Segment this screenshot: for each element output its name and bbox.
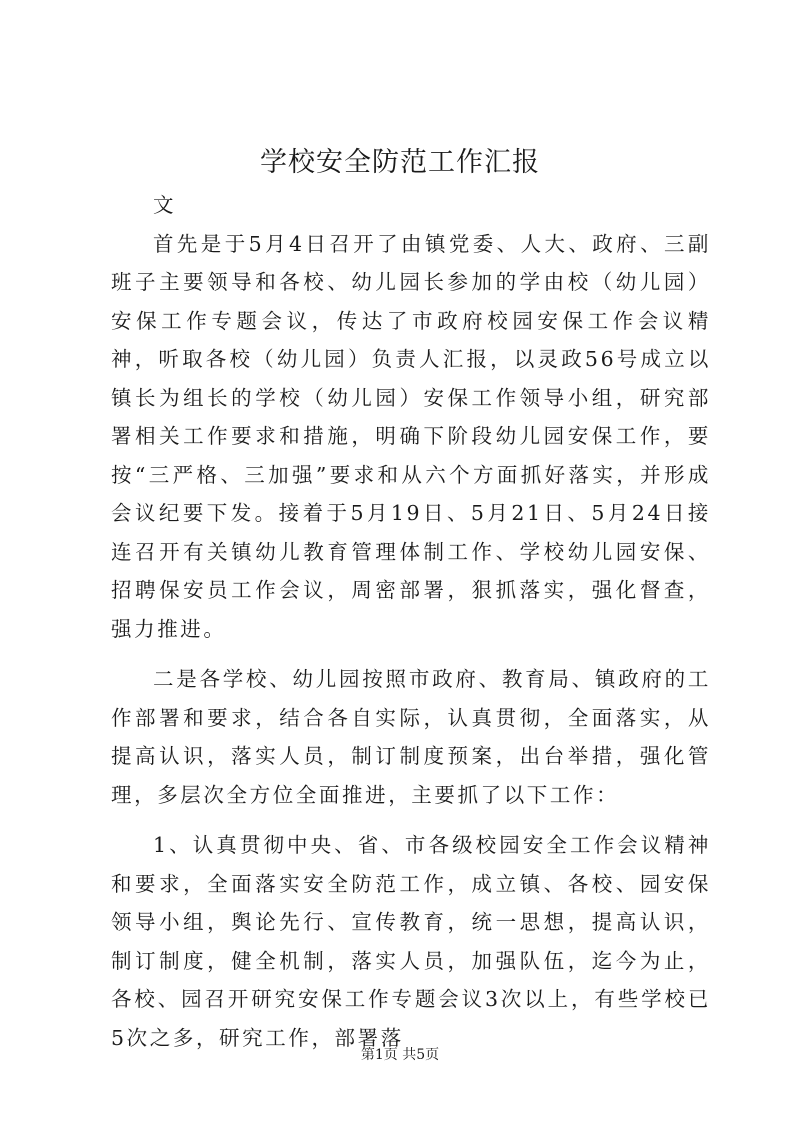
paragraph-1: 首先是于5月4日召开了由镇党委、人大、政府、三副班子主要领导和各校、幼儿园长参加的学由校（幼儿园）安保工作专题会议，传达了市政府校园安保工作会议精神，听取各校（幼儿园）负责人汇报，以灵政56号成立以镇长为组长的学校（幼儿园）安保工作领导小组，研究部署相关工作要求和措施，明确下阶段幼儿园安保工作，要按“三严格、三加强”要求和从六个方面抓好落实，并形成会议纪要下发。接着于5月19日、5月21日、5月24日接连召开有关镇幼儿教育管理体制工作、学校幼儿园安保、招聘保安员工作会议，周密部署，狠抓落实，强化督查，强力推进。: [111, 231, 711, 641]
paragraph-3: 1、认真贯彻中央、省、市各级校园安全工作会议精神和要求，全面落实安全防范工作，成立镇、各校、园安保领导小组，舆论先行、宣传教育，统一思想，提高认识，制订制度，健全机制，落实人员，加强队伍，迄今为止，各校、园召开研究安保工作专题会议3次以上，有些学校已5次之多，研究工作，部署落: [111, 833, 711, 1050]
page-number-footer: 第1页 共5页: [360, 1047, 440, 1063]
document-title: 学校安全防范工作汇报: [260, 147, 540, 178]
paragraph-2: 二是各学校、幼儿园按照市政府、教育局、镇政府的工作部署和要求，结合各自实际，认真贯彻，全面落实，从提高认识，落实人员，制订制度预案，出台举措，强化管理，多层次全方位全面推进，主要抓了以下工作：: [111, 667, 711, 807]
document-body: [111, 186, 711, 1057]
author-line: 文: [153, 193, 177, 217]
